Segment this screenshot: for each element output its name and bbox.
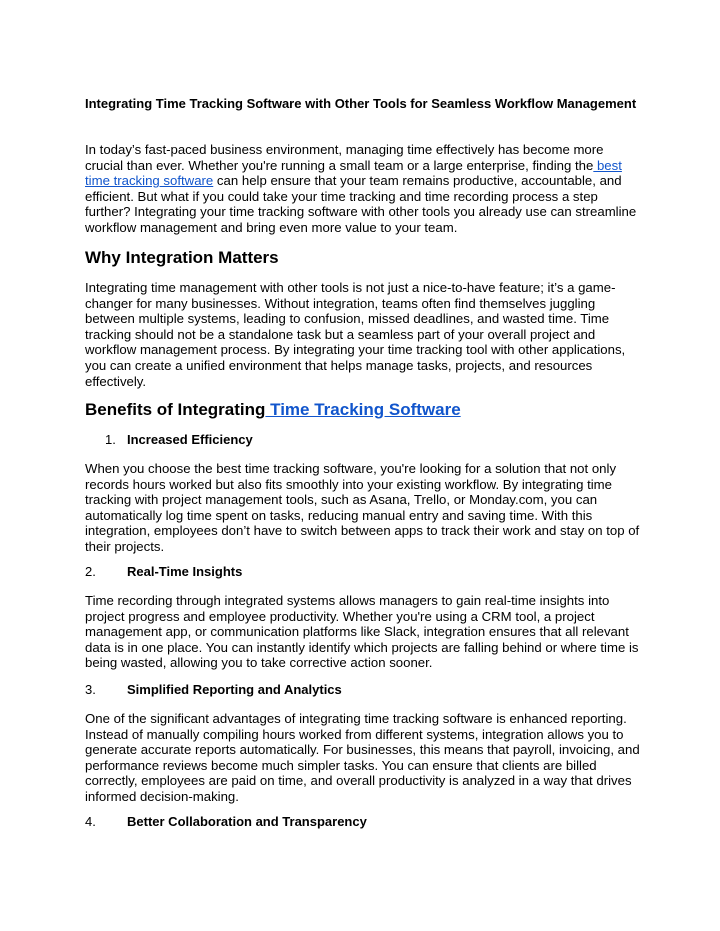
why-integration-heading: Why Integration Matters: [85, 248, 279, 267]
benefit-item-1-body: When you choose the best time tracking software, you're looking for a solution that not only records hours worked but also fits smoothly into your existing workflow. By integrating time tracking with project management tools, such as Asana, Trello, or Monday.com, you can automatically log time spent on tasks, reducing manual entry and saving time. With this integration, employees don’t have to switch between apps to track their work and stay on top of their projects.: [85, 461, 640, 554]
benefit-item-2-heading: [85, 564, 640, 580]
benefit-item-2-title: Real-Time Insights: [127, 564, 243, 579]
benefit-item-4-title: Better Collaboration and Transparency: [127, 814, 367, 829]
intro-text-after-link: can help ensure that your team remains productive, accountable, and efficient. But what if you could take your time tracking and time recording process a step further? Integrating your time tracking software with other tools you already use can streamline workflow management and bring even more value to your team.: [85, 173, 637, 235]
intro-paragraph: [85, 142, 640, 236]
benefit-item-3-title: Simplified Reporting and Analytics: [127, 682, 342, 697]
benefit-item-1-number: 1.: [105, 432, 116, 447]
benefit-item-3-heading: [85, 682, 640, 698]
time-tracking-software-link[interactable]: Time Tracking Software: [265, 400, 461, 419]
benefit-item-4-heading: [85, 814, 640, 830]
benefit-item-2-body: Time recording through integrated systems allows managers to gain real-time insights into project progress and employee productivity. Whether you're using a CRM tool, a project management app, or communication platforms like Slack, integration ensures that all relevant data is in one place. You can instantly identify which projects are falling behind or where time is being wasted, allowing you to take corrective action sooner.: [85, 593, 639, 671]
intro-text-before-link: In today’s fast-paced business environment, managing time effectively has become more crucial than ever. Whether you're running a small team or a large enterprise, finding the: [85, 142, 604, 173]
document-title: Integrating Time Tracking Software with Other Tools for Seamless Workflow Management: [85, 96, 637, 111]
benefit-item-3-number: 3.: [85, 682, 96, 697]
benefit-item-2-number: 2.: [85, 564, 96, 579]
benefit-item-3-body: One of the significant advantages of integrating time tracking software is enhanced reporting. Instead of manually compiling hours worked from different systems, integration allows you to generate accurate reports automatically. For businesses, this means that payroll, invoicing, and performance reviews become much simpler tasks. You can ensure that clients are billed correctly, employees are paid on time, and overall productivity is analyzed in a way that drives informed decision-making.: [85, 711, 640, 804]
why-integration-paragraph: Integrating time management with other tools is not just a nice-to-have feature; it’s a game-changer for many businesses. Without integration, teams often find themselves juggling between multiple systems, leading to confusion, missed deadlines, and wasted time. Time tracking should not be a standalone task but a seamless part of your overall project and workflow management process. By integrating your time tracking tool with other applications, you can create a unified environment that helps manage tasks, projects, and resources effectively.: [85, 280, 626, 389]
best-time-tracking-software-link[interactable]: best time tracking software: [85, 157, 622, 189]
benefits-heading-text: Benefits of Integrating: [85, 400, 266, 419]
benefit-item-4-number: 4.: [85, 814, 96, 829]
benefit-item-1-heading: [105, 432, 660, 448]
benefits-heading: [85, 399, 640, 421]
benefit-item-1-title: Increased Efficiency: [127, 432, 253, 447]
